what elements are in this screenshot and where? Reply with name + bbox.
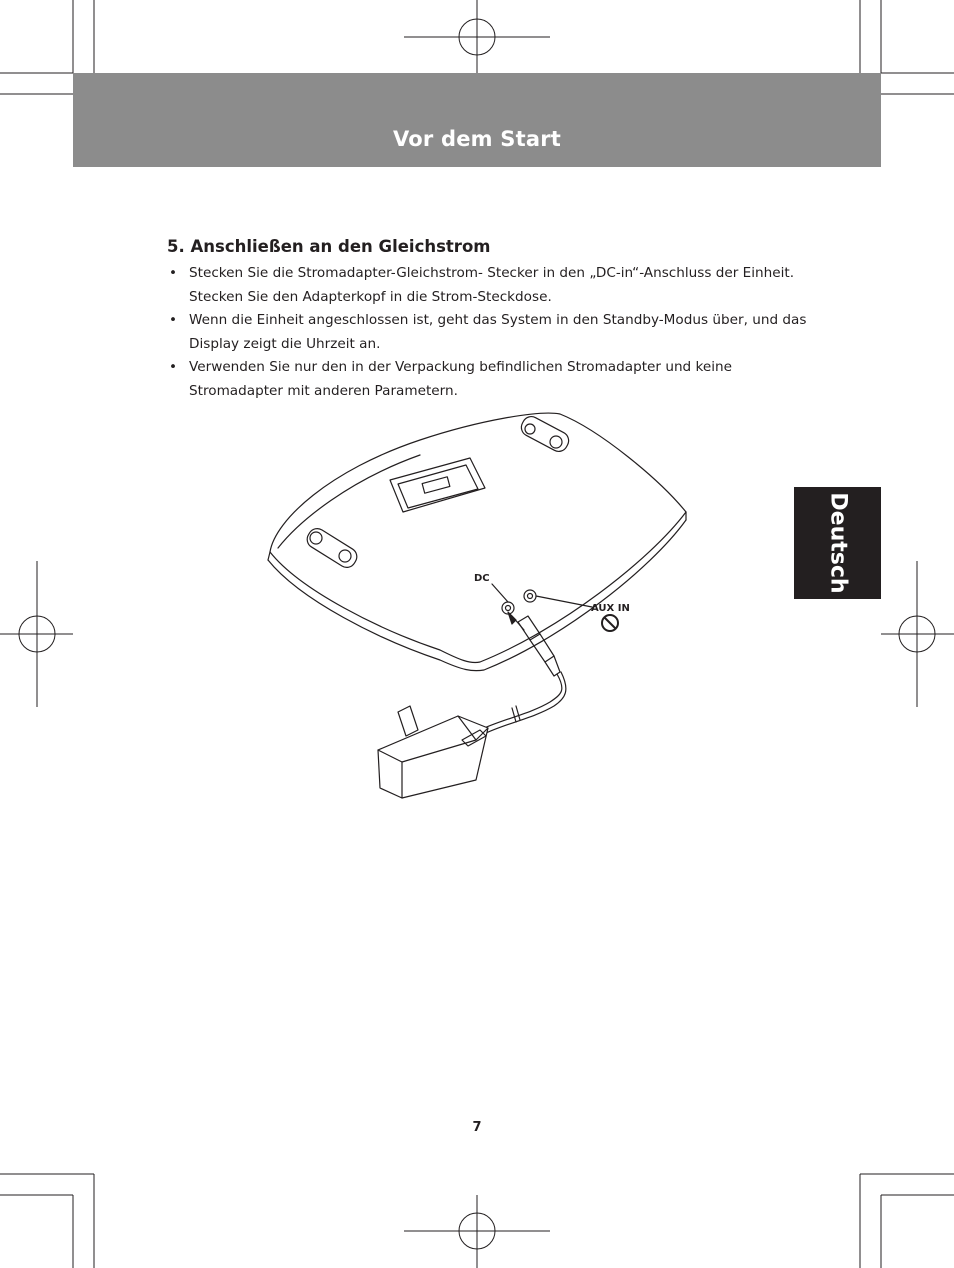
language-tab-label: Deutsch (825, 492, 850, 594)
page-title: Vor dem Start (393, 127, 561, 151)
bullet-text: Verwenden Sie nur den in der Verpackung befindlichen Stromadapter und keine Stromadapter mit anderen Parametern. (189, 359, 733, 399)
bullet-item (167, 262, 807, 309)
bullet-item (167, 356, 807, 403)
bullet-icon: • (169, 359, 178, 375)
bullet-icon: • (169, 265, 178, 281)
header-band (73, 73, 881, 167)
instruction-section (167, 237, 807, 403)
device-illustration (262, 405, 702, 805)
bullet-text: Stecken Sie die Stromadapter-Gleichstrom- Stecker in den „DC-in“-Anschluss der Einheit. Stecken Sie den Adapterkopf in die Strom-Steckdose. (189, 265, 795, 305)
bullet-icon: • (169, 312, 178, 328)
no-entry-icon (602, 615, 618, 631)
dc-label: DC (474, 573, 490, 584)
registration-mark-left (0, 561, 73, 707)
aux-in-label: AUX IN (591, 603, 630, 614)
bullet-text: Wenn die Einheit angeschlossen ist, geht das System in den Standby-Modus über, und das Display zeigt die Uhrzeit an. (189, 312, 807, 352)
language-tab (794, 487, 881, 599)
registration-mark-bottom (404, 1195, 550, 1268)
registration-mark-top (404, 0, 550, 73)
page-number: 7 (472, 1120, 482, 1135)
bullet-item (167, 309, 807, 356)
registration-mark-right (881, 561, 954, 707)
section-title: 5. Anschließen an den Gleichstrom (167, 237, 491, 256)
bullet-list (167, 262, 807, 403)
